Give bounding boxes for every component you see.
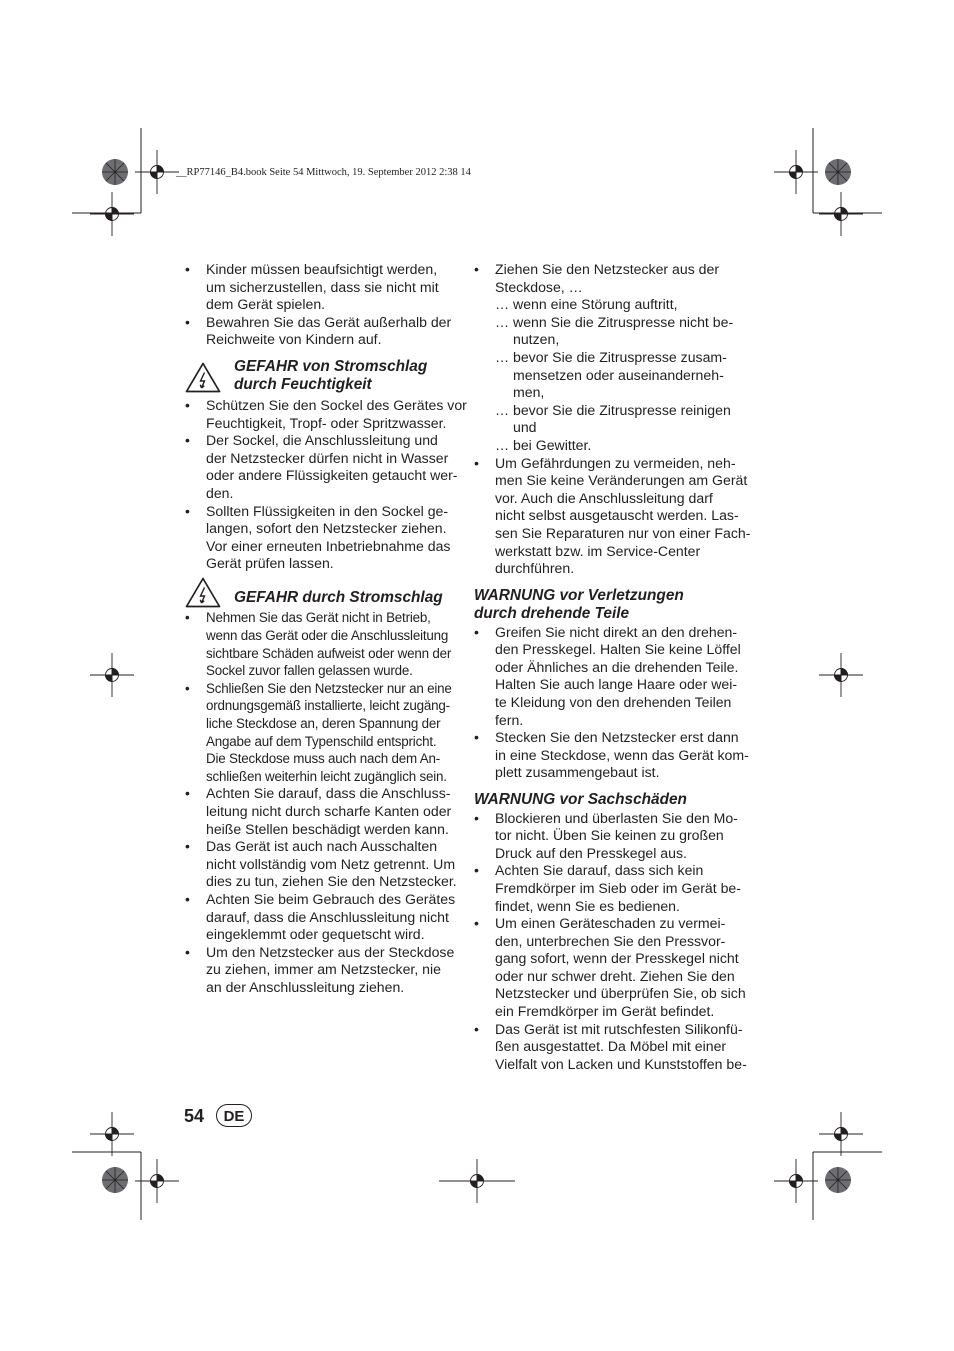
registration-disc-top-left [102,159,128,185]
registration-disc-bottom-right [825,1167,851,1193]
moisture-shock-list [185,396,467,573]
right-column [474,261,754,1073]
list-item: • Das Gerät ist mit rutschfesten Silikonfü- ßen ausgestattet. Da Möbel mit einer Vielfalt von Lacken und Kunststoffen be- [474,1021,754,1074]
electrical-hazard-icon [185,577,221,608]
electric-shock-list [185,609,460,996]
list-item: • Um den Netzstecker aus der Steckdose zu ziehen, immer am Netzstecker, nie an der Anschlussleitung ziehen. [185,944,460,997]
page-number: 54 [184,1106,205,1126]
list-item: • Schließen Sie den Netzstecker nur an eine ordnungsgemäß installierte, leicht zugäng- liche Steckdose an, deren Spannung der Angabe auf dem Typenschild entspricht. Die Steckdose muss auch nach dem An- schließen weiterhin leicht zugänglich sein. [185,680,460,786]
list-item: • Greifen Sie nicht direkt an den drehen- den Presskegel. Halten Sie keine Löffel oder Ähnliches an die drehenden Teile. Halten Sie auch lange Haare oder wei- te Kleidung von den drehenden Teilen fern. [474,624,754,730]
list-item: • Sollten Flüssigkeiten in den Sockel ge- langen, sofort den Netzstecker ziehen. Vor einer erneuten Inbetriebnahme das Gerät prüfen lassen. [185,503,460,573]
electrical-hazard-icon [185,362,221,393]
list-item: • Um Gefährdungen zu vermeiden, neh- men Sie keine Veränderungen am Gerät vor. Auch die Anschlussleitung darf nicht selbst ausgetauscht werden. Las- sen Sie Reparaturen nur von einer Fach- werkstatt bzw. im Service-Center durchführen. [474,455,754,578]
list-item: • Um einen Geräteschaden zu vermei- den, unterbrechen Sie den Pressvor- gang sofort, wenn der Presskegel nicht oder nur schwer dreht. Ziehen Sie den Netzstecker und überprüfen Sie, ob sich ein Fremdkörper im Gerät befindet. [474,915,754,1021]
unplug-list [474,261,754,578]
intro-list [185,261,460,349]
list-item: • Ziehen Sie den Netzstecker aus der Steckdose, … … wenn eine Störung auftritt, … wenn Sie die Zitruspresse nicht be- nutzen, … bevor Sie die Zitruspresse zusam- mensetzen oder auseinanderneh- men, … bevor Sie die Zitruspresse reinigen und … bei Gewitter. [474,261,754,455]
list-item: • Stecken Sie den Netzstecker erst dann in eine Steckdose, wenn das Gerät kom- plett zusammengebaut ist. [474,729,754,782]
section-heading-moisture-shock: GEFAHR von Stromschlag durch Feuchtigkeit [185,358,460,395]
list-item: • Achten Sie darauf, dass sich kein Fremdkörper im Sieb oder im Gerät be- findet, wenn Sie es bedienen. [474,862,754,915]
list-item: • Der Sockel, die Anschlussleitung und der Netzstecker dürfen nicht in Wasser oder andere Flüssigkeiten getaucht wer- den. [185,432,460,502]
list-item: • Nehmen Sie das Gerät nicht in Betrieb, wenn das Gerät oder die Anschlussleitung sichtbare Schäden aufweist oder wenn der Sockel zuvor fallen gelassen wurde. [185,609,460,679]
language-badge: DE [216,1104,252,1127]
section-heading-rotating-parts: WARNUNG vor Verletzungen durch drehende Teile [474,586,684,623]
registration-disc-bottom-left [102,1167,128,1193]
left-column [185,261,467,996]
registration-disc-top-right [825,159,851,185]
rotating-parts-list [474,624,754,782]
section-heading-electric-shock: GEFAHR durch Stromschlag [185,589,460,608]
list-item: • Blockieren und überlasten Sie den Mo- tor nicht. Üben Sie keinen zu großen Druck auf den Presskegel aus. [474,810,754,863]
section-heading-property-damage: WARNUNG vor Sachschäden [474,791,687,809]
property-damage-list [474,810,754,1074]
list-item: • Das Gerät ist auch nach Ausschalten nicht vollständig vom Netz getrennt. Um dies zu tun, ziehen Sie den Netzstecker. [185,838,460,891]
list-item: • Bewahren Sie das Gerät außerhalb der Reichweite von Kindern auf. [185,314,460,349]
list-item: • Achten Sie darauf, dass die Anschluss- leitung nicht durch scharfe Kanten oder heiße Stellen beschädigt werden kann. [185,785,460,838]
print-header: __RP77146_B4.book Seite 54 Mittwoch, 19. September 2012 2:38 14 [176,167,471,178]
list-item: • Achten Sie beim Gebrauch des Gerätes darauf, dass die Anschlussleitung nicht eingeklemmt oder gequetscht wird. [185,891,460,944]
list-item: • Schützen Sie den Sockel des Gerätes vor Feuchtigkeit, Tropf- oder Spritzwasser. [185,397,460,432]
list-item: • Kinder müssen beaufsichtigt werden, um sicherzustellen, dass sie nicht mit dem Gerät spielen. [185,261,460,314]
